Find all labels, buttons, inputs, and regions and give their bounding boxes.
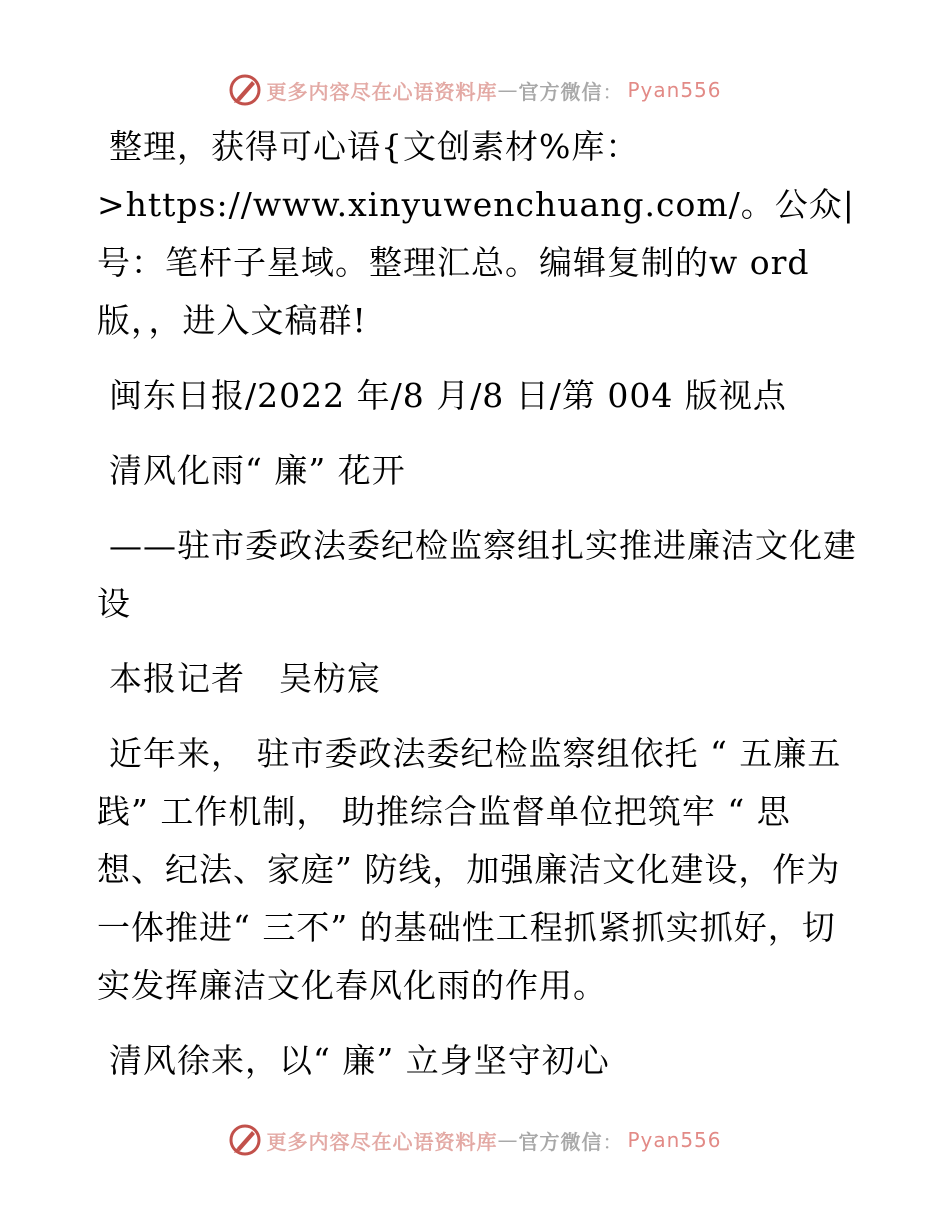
document-body	[97, 118, 857, 1090]
intro-paragraph: 整理，获得可心语{文创素材%库：>https://www.xinyuwenchuang.com/。公众|号：笔杆子星域。整理汇总。编辑复制的w ord版，，进入文稿群!	[97, 127, 855, 340]
wechat-label: 官方微信	[518, 1129, 603, 1154]
source-line: 闽东日报/2022 年/8 月/8 日/第 004 版视点	[109, 376, 787, 415]
brush-logo-icon	[228, 1123, 262, 1157]
header-banner	[0, 70, 950, 110]
footer-banner	[0, 1120, 950, 1160]
section-heading: 清风徐来，以“ 廉” 立身坚守初心	[109, 1041, 610, 1080]
banner-colon: ：	[602, 1129, 624, 1154]
wechat-label: 官方微信	[518, 79, 603, 104]
banner-separator: —	[497, 1128, 519, 1152]
wechat-id: Pyan556	[627, 78, 722, 102]
article-subtitle: ——驻市委政法委纪检监察组扎实推进廉洁文化建设	[97, 526, 857, 623]
banner-text: 更多内容尽在心语资料库	[266, 79, 498, 104]
byline: 本报记者 吴枋宸	[109, 659, 381, 698]
banner-colon: ：	[602, 79, 624, 104]
wechat-id: Pyan556	[627, 1128, 722, 1152]
article-title: 清风化雨“ 廉” 花开	[109, 451, 406, 490]
body-paragraph: 近年来， 驻市委政法委纪检监察组依托 “ 五廉五践” 工作机制， 助推综合监督单位把筑牢 “ 思想、纪法、家庭” 防线，加强廉洁文化建设，作为一体推进“ 三不” 的基础性工程抓紧抓实抓好，切实发挥廉洁文化春风化雨的作用。	[97, 734, 842, 1005]
banner-separator: —	[497, 78, 519, 102]
banner-text: 更多内容尽在心语资料库	[266, 1129, 498, 1154]
brush-logo-icon	[228, 73, 262, 107]
